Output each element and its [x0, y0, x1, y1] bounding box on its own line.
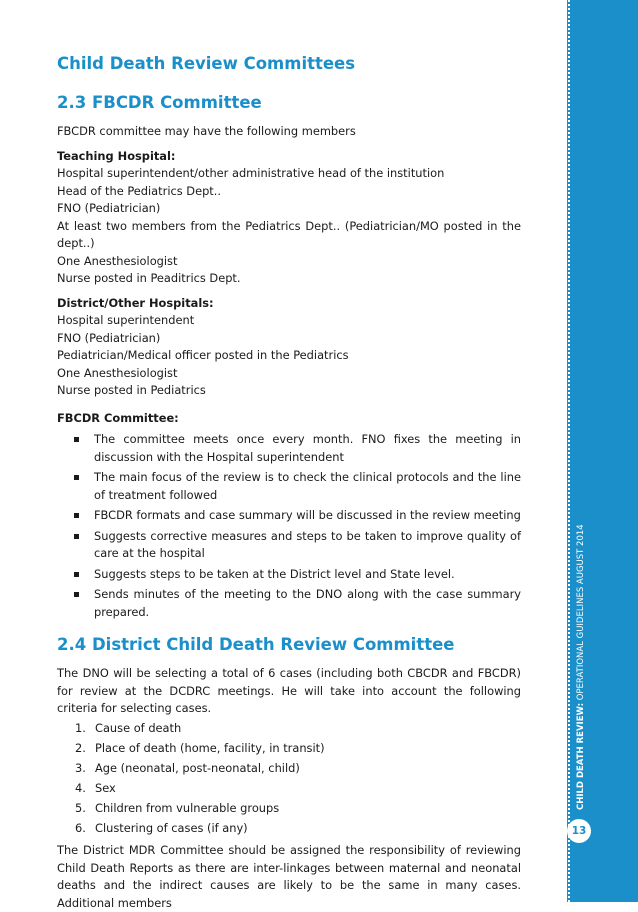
bullet-icon	[74, 572, 79, 577]
teaching-member: Nurse posted in Peaditrics Dept.	[57, 271, 241, 285]
list-number: 1.	[75, 720, 86, 735]
bullet-icon	[74, 437, 79, 442]
list-number: 3.	[75, 760, 86, 775]
bullet-icon	[74, 513, 79, 518]
fbcdr-committee-list	[57, 431, 521, 621]
teaching-member: Head of the Pediatrics Dept..	[57, 183, 222, 198]
list-item-text: Cause of death	[95, 720, 182, 735]
list-item-text: Sends minutes of the meeting to the DNO along with the case summary prepared.	[94, 587, 521, 619]
district-hospital-label: District/Other Hospitals:	[57, 295, 214, 310]
list-item	[94, 431, 521, 466]
page-content	[57, 52, 521, 912]
section-2-4-closing: The District MDR Committee should be assigned the responsibility of reviewing Child Death Reports as there are inter-linkages between maternal and neonatal deaths and the indirect causes are likely to be the same in many cases. Additional members	[57, 843, 521, 910]
list-item	[75, 740, 521, 758]
list-item	[94, 469, 521, 504]
list-number: 6.	[75, 820, 86, 835]
section-heading-2-4: 2.4 District Child Death Review Committee	[57, 635, 455, 654]
list-item-text: Place of death (home, facility, in transit)	[95, 740, 325, 755]
list-item-text: Suggests corrective measures and steps to be taken to improve quality of care at the hospital	[94, 528, 521, 560]
bullet-icon	[74, 475, 79, 480]
running-header	[574, 510, 588, 810]
district-hospital-block	[57, 295, 521, 400]
list-item	[94, 586, 521, 621]
teaching-member: Hospital superintendent/other administrative head of the institution	[57, 166, 445, 180]
page-number: 13	[567, 819, 591, 843]
district-member: One Anesthesiologist	[57, 365, 178, 380]
section-2-3-intro: FBCDR committee may have the following members	[57, 124, 356, 138]
list-item	[75, 720, 521, 738]
list-number: 5.	[75, 800, 86, 815]
district-member: Pediatrician/Medical officer posted in the Pediatrics	[57, 348, 349, 362]
bullet-icon	[74, 534, 79, 539]
list-item	[94, 528, 521, 563]
district-member: FNO (Pediatrician)	[57, 330, 161, 345]
teaching-hospital-block	[57, 148, 521, 288]
teaching-member: FNO (Pediatrician)	[57, 201, 161, 215]
list-item-text: Clustering of cases (if any)	[95, 820, 248, 835]
list-item	[94, 566, 521, 584]
list-number: 4.	[75, 780, 86, 795]
list-item-text: The main focus of the review is to check the clinical protocols and the line of treatment followed	[94, 470, 521, 502]
list-item-text: Children from vulnerable groups	[95, 800, 280, 815]
list-item	[94, 507, 521, 525]
section-2-4-intro: The DNO will be selecting a total of 6 cases (including both CBCDR and FBCDR) for review at the DCDRC meetings. He will take into account the following criteria for selecting cases.	[57, 666, 521, 715]
teaching-hospital-label: Teaching Hospital:	[57, 148, 176, 163]
bullet-icon	[74, 592, 79, 597]
dashed-border	[568, 0, 570, 902]
list-item-text: FBCDR formats and case summary will be discussed in the review meeting	[94, 508, 521, 522]
running-header-rest: OPERATIONAL GUIDELINES AUGUST 2014	[576, 524, 586, 703]
list-item	[75, 820, 521, 838]
list-item	[75, 760, 521, 778]
list-item-text: Suggests steps to be taken at the District level and State level.	[94, 566, 455, 581]
teaching-member: One Anesthesiologist	[57, 253, 178, 268]
list-item	[75, 800, 521, 818]
selection-criteria-list	[57, 720, 521, 838]
section-heading-2-3: 2.3 FBCDR Committee	[57, 93, 262, 112]
teaching-member: At least two members from the Pediatrics Dept.. (Pediatrician/MO posted in the dept..)	[57, 218, 521, 250]
fbcdr-committee-label: FBCDR Committee:	[57, 410, 179, 425]
list-item	[75, 780, 521, 798]
list-item-text: Age (neonatal, post-neonatal, child)	[95, 760, 300, 775]
list-number: 2.	[75, 740, 86, 755]
page-title: Child Death Review Committees	[57, 54, 356, 73]
running-header-bold: CHILD DEATH REVIEW:	[576, 702, 586, 810]
district-member: Nurse posted in Pediatrics	[57, 383, 206, 397]
list-item-text: Sex	[95, 780, 116, 795]
district-member: Hospital superintendent	[57, 313, 195, 327]
list-item-text: The committee meets once every month. FNO fixes the meeting in discussion with the Hospital superintendent	[94, 432, 521, 464]
